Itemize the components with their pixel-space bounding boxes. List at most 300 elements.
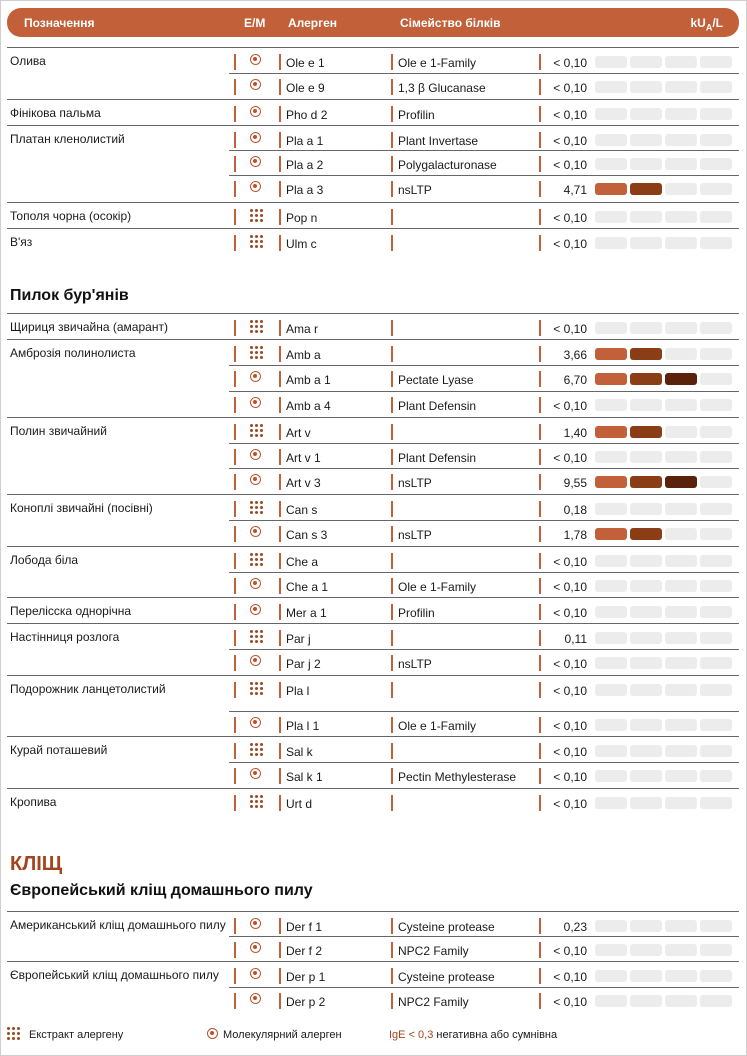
molecular-icon — [250, 578, 261, 589]
extract-icon — [249, 500, 265, 515]
level-cell — [595, 108, 627, 120]
column-divider — [391, 578, 393, 594]
table-row — [7, 391, 739, 416]
level-cell — [595, 684, 627, 696]
column-divider — [539, 795, 541, 811]
level-cell — [630, 81, 662, 93]
level-cell — [595, 606, 627, 618]
level-cell — [665, 451, 697, 463]
row-allergen: Art v 1 — [286, 451, 321, 465]
column-divider — [539, 717, 541, 733]
row-family: Profilin — [398, 108, 435, 122]
column-divider — [391, 918, 393, 934]
level-cell — [665, 580, 697, 592]
column-divider — [539, 768, 541, 784]
level-cell — [630, 580, 662, 592]
column-divider — [234, 156, 236, 172]
level-cell — [595, 632, 627, 644]
table-row — [7, 911, 739, 936]
level-cell — [700, 322, 732, 334]
column-divider — [391, 209, 393, 225]
legend-extract: Екстракт алергену — [29, 1029, 124, 1041]
level-cell — [665, 426, 697, 438]
column-divider — [234, 578, 236, 594]
column-divider — [234, 346, 236, 362]
table-row — [7, 788, 739, 813]
molecular-icon — [250, 181, 261, 192]
level-cell — [665, 108, 697, 120]
table-row — [7, 468, 739, 493]
column-divider — [279, 181, 281, 197]
extract-icon — [7, 1027, 23, 1042]
level-cell — [700, 745, 732, 757]
level-cell — [595, 770, 627, 782]
row-allergen: Par j 2 — [286, 657, 321, 671]
level-cell — [665, 134, 697, 146]
level-cell — [665, 920, 697, 932]
level-cell — [630, 920, 662, 932]
column-divider — [234, 968, 236, 984]
row-value: < 0,10 — [553, 657, 587, 671]
level-cell — [665, 944, 697, 956]
column-divider — [234, 993, 236, 1009]
level-cell — [700, 237, 732, 249]
column-divider — [539, 682, 541, 698]
row-allergen: Urt d — [286, 797, 313, 811]
column-divider — [234, 54, 236, 70]
table-row — [7, 339, 739, 364]
molecular-icon — [250, 768, 261, 779]
row-value: < 0,10 — [553, 158, 587, 172]
column-divider — [234, 106, 236, 122]
column-divider — [391, 132, 393, 148]
column-divider — [391, 346, 393, 362]
column-divider — [391, 371, 393, 387]
level-cell — [700, 555, 732, 567]
molecular-icon — [250, 717, 261, 728]
level-cell — [630, 684, 662, 696]
column-divider — [391, 424, 393, 440]
level-cell — [665, 211, 697, 223]
row-allergen: Ole e 1 — [286, 56, 325, 70]
row-value: 3,66 — [563, 348, 587, 362]
row-value: < 0,10 — [553, 745, 587, 759]
row-value: < 0,10 — [553, 580, 587, 594]
column-divider — [391, 795, 393, 811]
column-divider — [234, 743, 236, 759]
column-divider — [279, 424, 281, 440]
row-designation: Полин звичайний — [10, 424, 107, 438]
column-divider — [279, 717, 281, 733]
level-cell — [665, 348, 697, 360]
level-cell — [665, 322, 697, 334]
level-cell — [665, 476, 697, 488]
column-divider — [234, 795, 236, 811]
table-row — [7, 961, 739, 986]
row-designation: Амброзія полинолиста — [10, 346, 136, 360]
column-divider — [539, 209, 541, 225]
molecular-icon — [250, 918, 261, 929]
row-family: Ole e 1-Family — [398, 56, 477, 70]
level-cell — [665, 970, 697, 982]
table-row — [7, 175, 739, 200]
level-cell — [630, 555, 662, 567]
row-value: 4,71 — [563, 183, 587, 197]
level-cell — [630, 348, 662, 360]
level-cell — [630, 503, 662, 515]
column-divider — [539, 968, 541, 984]
legend-molecular: Молекулярний алерген — [223, 1029, 342, 1041]
extract-icon — [249, 208, 265, 223]
molecular-icon — [250, 942, 261, 953]
column-divider — [279, 397, 281, 413]
column-divider — [539, 743, 541, 759]
level-cell — [665, 606, 697, 618]
row-family: Polygalacturonase — [398, 158, 497, 172]
level-cell — [700, 503, 732, 515]
column-divider — [539, 474, 541, 490]
level-cell — [595, 399, 627, 411]
column-divider — [234, 474, 236, 490]
column-divider — [234, 630, 236, 646]
row-value: 0,18 — [563, 503, 587, 517]
level-cell — [630, 426, 662, 438]
level-cell — [700, 995, 732, 1007]
molecular-icon — [207, 1028, 218, 1039]
column-divider — [391, 968, 393, 984]
column-divider — [234, 320, 236, 336]
molecular-icon — [250, 371, 261, 382]
table-row — [7, 623, 739, 648]
column-divider — [391, 54, 393, 70]
row-value: < 0,10 — [553, 134, 587, 148]
level-cell — [630, 108, 662, 120]
row-allergen: Amb a 1 — [286, 373, 331, 387]
column-divider — [539, 553, 541, 569]
row-designation: В'яз — [10, 235, 33, 249]
level-cell — [700, 606, 732, 618]
column-divider — [279, 795, 281, 811]
row-designation: Фінікова пальма — [10, 106, 101, 120]
level-cell — [630, 322, 662, 334]
row-family: 1,3 β Glucanase — [398, 81, 486, 95]
level-cell — [595, 657, 627, 669]
level-cell — [595, 451, 627, 463]
level-cell — [595, 797, 627, 809]
molecular-icon — [250, 397, 261, 408]
table-row — [7, 47, 739, 72]
level-cell — [595, 944, 627, 956]
row-allergen: Pla a 1 — [286, 134, 324, 148]
section-mites-big-title: КЛІЩ — [10, 853, 63, 875]
column-divider — [234, 604, 236, 620]
row-family: Pectin Methylesterase — [398, 770, 517, 784]
row-value: < 0,10 — [553, 322, 587, 336]
level-cell — [595, 237, 627, 249]
level-cell — [700, 476, 732, 488]
extract-icon — [249, 681, 265, 696]
table-row — [7, 228, 739, 253]
level-cell — [665, 745, 697, 757]
level-cell — [595, 322, 627, 334]
table-row — [7, 675, 739, 700]
extract-icon — [249, 423, 265, 438]
column-divider — [234, 371, 236, 387]
row-allergen: Der f 1 — [286, 920, 323, 934]
table-row — [7, 987, 739, 1012]
column-divider — [391, 993, 393, 1009]
legend — [7, 1027, 739, 1043]
level-cell — [630, 632, 662, 644]
table-row — [7, 365, 739, 390]
level-cell — [595, 81, 627, 93]
table-row — [7, 99, 739, 124]
row-value: < 0,10 — [553, 719, 587, 733]
extract-icon — [249, 552, 265, 567]
row-value: < 0,10 — [553, 56, 587, 70]
row-value: < 0,10 — [553, 211, 587, 225]
row-family: Cysteine protease — [398, 970, 495, 984]
column-divider — [391, 79, 393, 95]
molecular-icon — [250, 993, 261, 1004]
header-family: Сімейство білків — [400, 16, 501, 30]
level-cell — [630, 158, 662, 170]
level-cell — [595, 134, 627, 146]
table-row — [7, 125, 739, 150]
column-divider — [391, 501, 393, 517]
column-divider — [279, 79, 281, 95]
row-allergen: Art v 3 — [286, 476, 321, 490]
table-row — [7, 150, 739, 175]
level-cell — [595, 920, 627, 932]
table-row — [7, 546, 739, 571]
molecular-icon — [250, 132, 261, 143]
row-value: < 0,10 — [553, 451, 587, 465]
level-cell — [665, 373, 697, 385]
level-cell — [700, 719, 732, 731]
level-cell — [700, 373, 732, 385]
molecular-icon — [250, 449, 261, 460]
section-weeds-title: Пилок бур'янів — [10, 287, 129, 304]
column-divider — [279, 106, 281, 122]
row-value: 6,70 — [563, 373, 587, 387]
level-cell — [665, 657, 697, 669]
level-cell — [630, 56, 662, 68]
column-divider — [279, 918, 281, 934]
level-cell — [595, 211, 627, 223]
row-family: NPC2 Family — [398, 995, 469, 1009]
column-divider — [279, 449, 281, 465]
column-divider — [234, 768, 236, 784]
row-allergen: Mer a 1 — [286, 606, 327, 620]
row-allergen: Amb a 4 — [286, 399, 331, 413]
extract-icon — [249, 629, 265, 644]
legend-negative: IgE < 0,3 негативна або сумнівна — [389, 1029, 558, 1041]
level-cell — [665, 995, 697, 1007]
column-divider — [391, 526, 393, 542]
level-cell — [630, 451, 662, 463]
row-allergen: Can s — [286, 503, 318, 517]
level-cell — [630, 657, 662, 669]
level-cell — [700, 158, 732, 170]
level-cell — [700, 632, 732, 644]
column-divider — [279, 320, 281, 336]
row-family: nsLTP — [398, 657, 432, 671]
column-divider — [539, 578, 541, 594]
row-allergen: Sal k 1 — [286, 770, 323, 784]
column-divider — [279, 553, 281, 569]
table-row — [7, 572, 739, 597]
column-divider — [279, 474, 281, 490]
column-divider — [234, 682, 236, 698]
level-cell — [630, 745, 662, 757]
row-allergen: Pop n — [286, 211, 318, 225]
level-cell — [595, 555, 627, 567]
level-cell — [665, 237, 697, 249]
column-divider — [539, 604, 541, 620]
level-cell — [595, 476, 627, 488]
level-cell — [700, 770, 732, 782]
column-divider — [391, 156, 393, 172]
column-divider — [234, 717, 236, 733]
row-allergen: Pla l — [286, 684, 310, 698]
column-divider — [279, 156, 281, 172]
level-cell — [700, 797, 732, 809]
level-cell — [665, 555, 697, 567]
level-cell — [595, 348, 627, 360]
level-cell — [700, 451, 732, 463]
row-designation: Американський кліщ домашнього пилу — [10, 918, 226, 932]
row-allergen: Der p 2 — [286, 995, 326, 1009]
row-value: < 0,10 — [553, 770, 587, 784]
column-divider — [539, 942, 541, 958]
column-divider — [391, 604, 393, 620]
row-allergen: Ama r — [286, 322, 319, 336]
row-allergen: Pla a 3 — [286, 183, 324, 197]
column-divider — [279, 604, 281, 620]
column-divider — [279, 501, 281, 517]
column-divider — [279, 655, 281, 671]
column-divider — [391, 235, 393, 251]
column-divider — [539, 526, 541, 542]
row-value: < 0,10 — [553, 81, 587, 95]
level-cell — [595, 970, 627, 982]
level-cell — [630, 399, 662, 411]
column-divider — [391, 397, 393, 413]
column-divider — [539, 630, 541, 646]
column-divider — [539, 156, 541, 172]
table-row — [7, 202, 739, 227]
row-allergen: Can s 3 — [286, 528, 328, 542]
level-cell — [595, 373, 627, 385]
row-family: Ole e 1-Family — [398, 580, 477, 594]
column-divider — [234, 918, 236, 934]
column-divider — [539, 397, 541, 413]
table-row — [7, 313, 739, 338]
column-divider — [391, 474, 393, 490]
level-cell — [700, 426, 732, 438]
column-divider — [234, 132, 236, 148]
row-value: < 0,10 — [553, 237, 587, 251]
row-value: 1,40 — [563, 426, 587, 440]
column-divider — [279, 578, 281, 594]
row-allergen: Ulm c — [286, 237, 317, 251]
molecular-icon — [250, 106, 261, 117]
level-cell — [665, 183, 697, 195]
column-divider — [391, 320, 393, 336]
column-divider — [279, 235, 281, 251]
column-divider — [234, 397, 236, 413]
extract-icon — [249, 319, 265, 334]
column-divider — [279, 132, 281, 148]
molecular-icon — [250, 655, 261, 666]
column-divider — [391, 106, 393, 122]
level-cell — [700, 944, 732, 956]
level-cell — [630, 373, 662, 385]
level-cell — [700, 108, 732, 120]
molecular-icon — [250, 54, 261, 65]
column-divider — [279, 682, 281, 698]
extract-icon — [249, 794, 265, 809]
column-divider — [391, 630, 393, 646]
level-cell — [595, 745, 627, 757]
table-row — [7, 443, 739, 468]
row-value: 9,55 — [563, 476, 587, 490]
level-cell — [665, 632, 697, 644]
row-designation: Тополя чорна (осокір) — [10, 209, 132, 223]
column-divider — [539, 501, 541, 517]
level-cell — [630, 528, 662, 540]
level-cell — [595, 183, 627, 195]
level-cell — [630, 770, 662, 782]
column-divider — [391, 942, 393, 958]
row-allergen: Pho d 2 — [286, 108, 328, 122]
row-family: NPC2 Family — [398, 944, 469, 958]
level-cell — [595, 719, 627, 731]
column-divider — [279, 54, 281, 70]
column-divider — [279, 993, 281, 1009]
level-cell — [700, 528, 732, 540]
row-designation: Коноплі звичайні (посівні) — [10, 501, 153, 515]
row-designation: Кропива — [10, 795, 57, 809]
header-units: $kU_A/L$ — [690, 16, 723, 33]
level-cell — [700, 134, 732, 146]
row-family: nsLTP — [398, 476, 432, 490]
table-row — [7, 520, 739, 545]
column-divider — [279, 209, 281, 225]
level-cell — [665, 797, 697, 809]
column-divider — [279, 942, 281, 958]
column-divider — [539, 655, 541, 671]
column-divider — [539, 132, 541, 148]
level-cell — [700, 684, 732, 696]
level-cell — [665, 158, 697, 170]
column-divider — [234, 424, 236, 440]
level-cell — [700, 183, 732, 195]
molecular-icon — [250, 156, 261, 167]
table-row — [7, 762, 739, 787]
level-cell — [630, 237, 662, 249]
header-allergen: Алерген — [288, 16, 338, 30]
level-cell — [665, 684, 697, 696]
row-designation: Курай поташевий — [10, 743, 108, 757]
column-divider — [234, 655, 236, 671]
level-cell — [665, 399, 697, 411]
level-cell — [700, 399, 732, 411]
column-divider — [234, 181, 236, 197]
column-divider — [234, 553, 236, 569]
row-allergen: Pla a 2 — [286, 158, 324, 172]
